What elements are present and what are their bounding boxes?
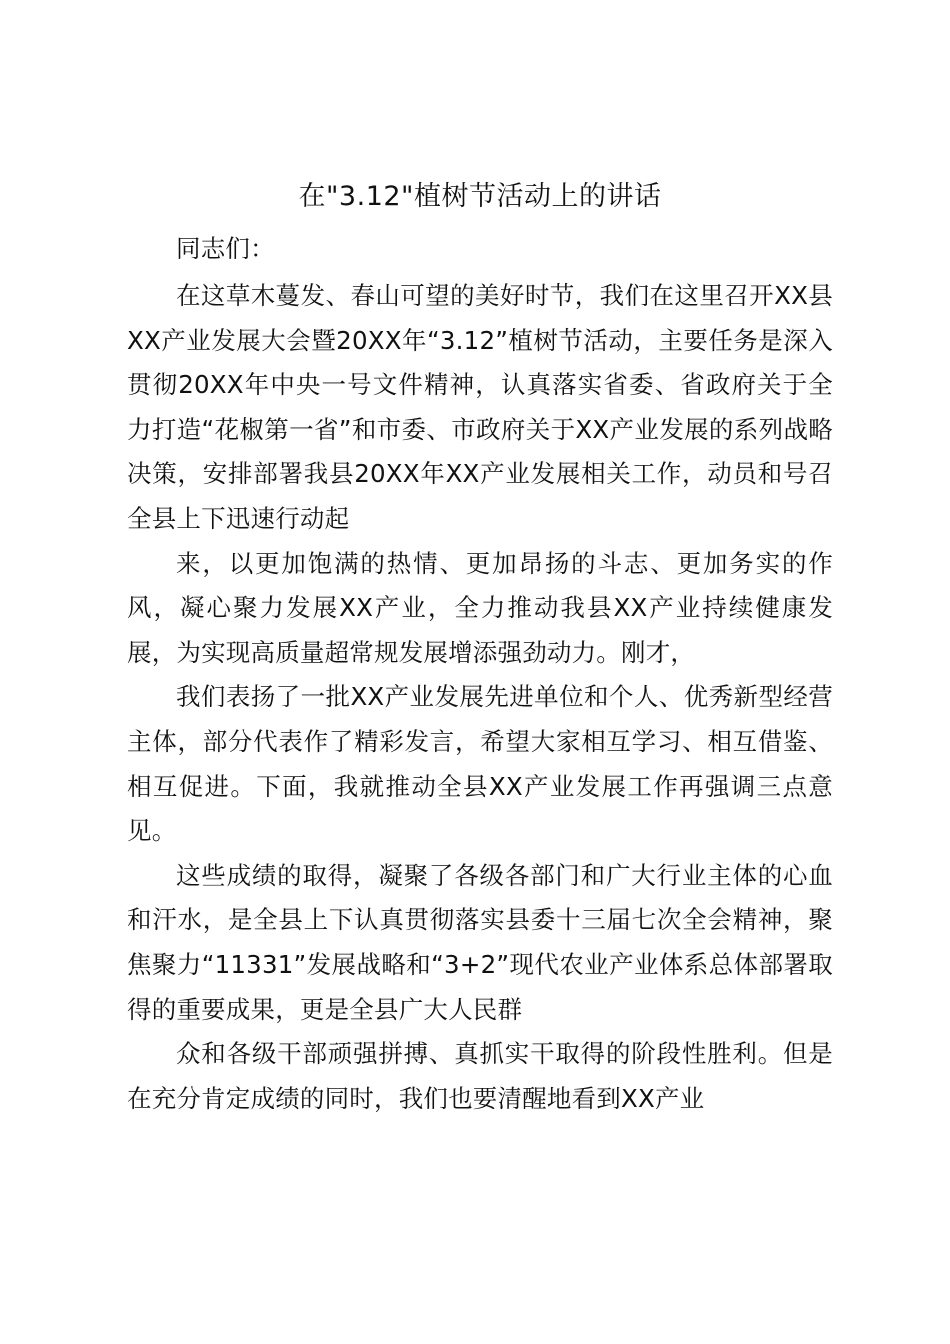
paragraph-4: 这些成绩的取得，凝聚了各级各部门和广大行业主体的心血和汗水，是全县上下认真贯彻落实县委十三届七次全会精神，聚焦聚力“11331”发展战略和“3+2”现代农业产业体系总体部署取得的重要成果，更是全县广大人民群 — [127, 860, 833, 1024]
paragraph-1: 在这草木蔓发、春山可望的美好时节，我们在这里召开XX县XX产业发展大会暨20XX年“3.12”植树节活动，主要任务是深入贯彻20XX年中央一号文件精神，认真落实省委、省政府关于全力打造“花椒第一省”和市委、市政府关于XX产业发展的系列战略决策，安排部署我县20XX年XX产业发展相关工作，动员和号召全县上下迅速行动起 — [127, 281, 833, 533]
salutation: 同志们： — [176, 234, 275, 263]
paragraph-5: 众和各级干部顽强拼搏、真抓实干取得的阶段性胜利。但是在充分肯定成绩的同时，我们也要清醒地看到XX产业 — [127, 1039, 833, 1113]
paragraph-3: 我们表扬了一批XX产业发展先进单位和个人、优秀新型经营主体，部分代表作了精彩发言，希望大家相互学习、相互借鉴、相互促进。下面，我就推动全县XX产业发展工作再强调三点意见。 — [127, 682, 833, 846]
document-body — [127, 172, 833, 1121]
paragraph-2: 来，以更加饱满的热情、更加昂扬的斗志、更加务实的作风，凝心聚力发展XX产业，全力推动我县XX产业持续健康发展，为实现高质量超常规发展增添强劲动力。刚才， — [127, 548, 833, 667]
document-title: 在"3.12"植树节活动上的讲话 — [298, 181, 662, 212]
